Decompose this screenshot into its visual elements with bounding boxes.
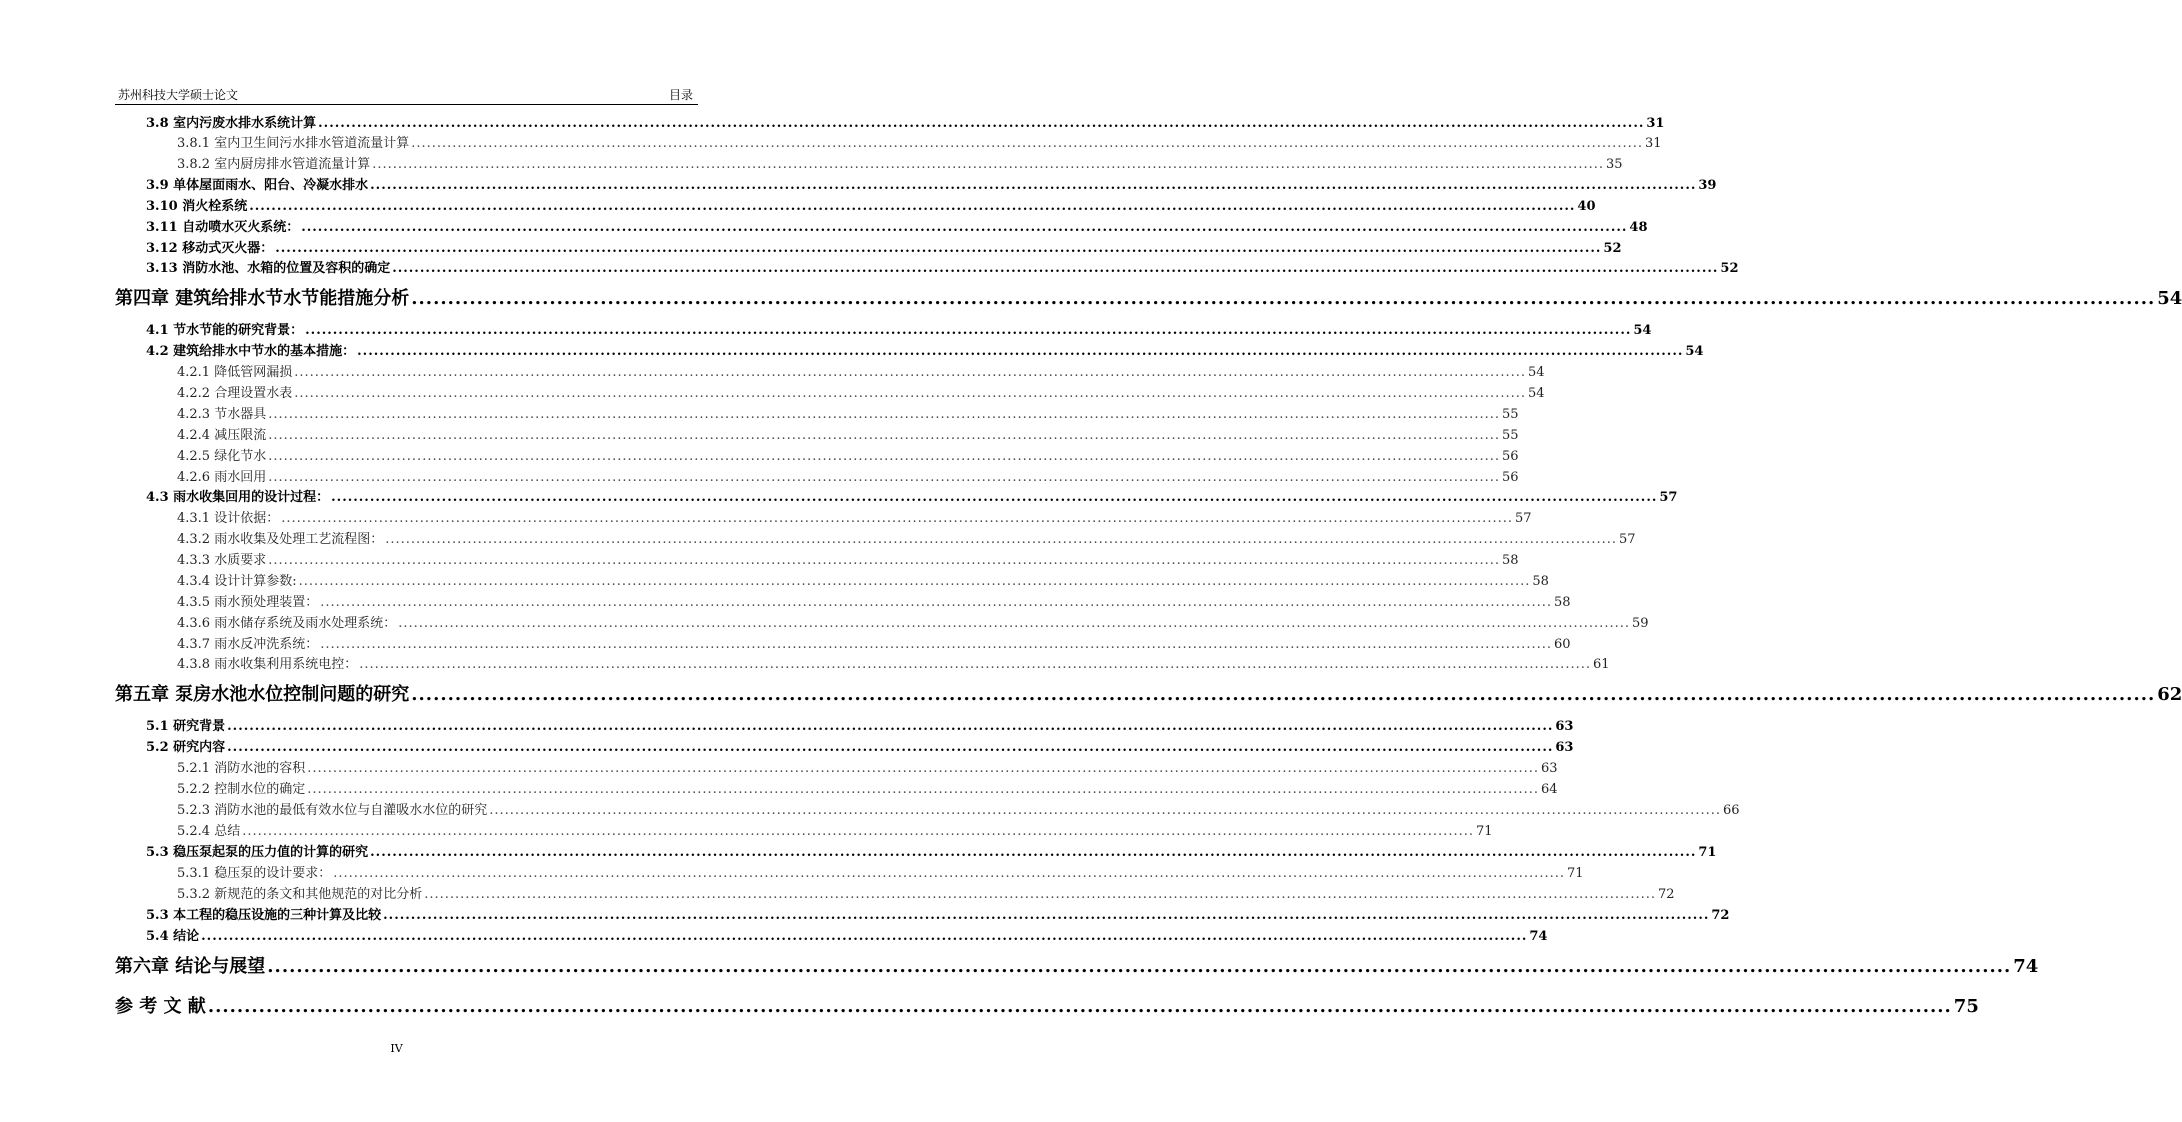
toc-dot-leader: ................................................................................................................................................................................................................................................ <box>301 220 1628 235</box>
toc-entry-title: 3.8.2 室内厨房排水管道流量计算 <box>177 157 371 172</box>
toc-entry-title: 5.1 研究背景 <box>146 719 226 734</box>
toc-entry-title: 5.3.1 稳压泵的设计要求： <box>177 866 332 881</box>
toc-subsection-entry[interactable] <box>177 573 1549 591</box>
toc-subsection-entry[interactable] <box>177 636 1571 654</box>
toc-dot-leader: ................................................................................................................................................................................................................................................ <box>320 595 1552 610</box>
toc-entry-page: 57 <box>1618 532 1636 547</box>
toc-dot-leader: ................................................................................................................................................................................................................................................ <box>298 574 1531 589</box>
toc-entry-title: 4.3.2 雨水收集及处理工艺流程图： <box>177 532 384 547</box>
toc-entry-title: 4.3.6 雨水储存系统及雨水处理系统： <box>177 616 397 631</box>
toc-dot-leader: ................................................................................................................................................................................................................................................ <box>267 956 2012 977</box>
toc-subsection-entry[interactable] <box>177 760 1558 778</box>
toc-entry-title: 参 考 文 献 <box>115 996 206 1017</box>
toc-subsection-entry[interactable] <box>177 156 1623 174</box>
toc-section-entry[interactable] <box>146 928 1548 946</box>
toc-dot-leader: ................................................................................................................................................................................................................................................ <box>357 344 1684 359</box>
toc-section-entry[interactable] <box>146 907 1730 925</box>
toc-entry-title: 4.1 节水节能的研究背景： <box>146 323 304 338</box>
toc-dot-leader: ................................................................................................................................................................................................................................................ <box>392 261 1719 276</box>
toc-entry-page: 60 <box>1553 637 1571 652</box>
toc-subsection-entry[interactable] <box>177 781 1558 799</box>
toc-section-entry[interactable] <box>146 489 1678 507</box>
toc-entry-title: 4.3.3 水质要求 <box>177 553 267 568</box>
toc-entry-page: 55 <box>1501 407 1519 422</box>
toc-section-entry[interactable] <box>146 240 1622 258</box>
toc-entry-page: 71 <box>1566 866 1584 881</box>
toc-entry-title: 4.3.4 设计计算参数: <box>177 574 297 589</box>
toc-entry-title: 3.8 室内污废水排水系统计算 <box>146 116 317 131</box>
toc-entry-page: 58 <box>1553 595 1571 610</box>
toc-section-entry[interactable] <box>146 260 1739 278</box>
toc-entry-page: 31 <box>1644 136 1662 151</box>
toc-dot-leader: ................................................................................................................................................................................................................................................ <box>398 616 1630 631</box>
toc-entry-page: 56 <box>1501 470 1519 485</box>
toc-subsection-entry[interactable] <box>177 364 1545 382</box>
toc-dot-leader: ................................................................................................................................................................................................................................................ <box>411 288 2156 309</box>
toc-dot-leader: ................................................................................................................................................................................................................................................ <box>242 824 1474 839</box>
toc-entry-page: 64 <box>1540 782 1558 797</box>
toc-dot-leader: ................................................................................................................................................................................................................................................ <box>268 407 1500 422</box>
toc-dot-leader: ................................................................................................................................................................................................................................................ <box>307 761 1539 776</box>
toc-section-entry[interactable] <box>146 219 1648 237</box>
toc-subsection-entry[interactable] <box>177 552 1519 570</box>
toc-chapter-entry[interactable] <box>115 286 2182 312</box>
toc-dot-leader: ................................................................................................................................................................................................................................................ <box>268 428 1500 443</box>
toc-section-entry[interactable] <box>146 739 1574 757</box>
toc-subsection-entry[interactable] <box>177 135 1662 153</box>
toc-subsection-entry[interactable] <box>177 802 1740 820</box>
toc-entry-title: 5.3 稳压泵起泵的压力值的计算的研究 <box>146 845 369 860</box>
toc-dot-leader: ................................................................................................................................................................................................................................................ <box>268 449 1500 464</box>
toc-chapter-entry[interactable] <box>115 994 1979 1020</box>
toc-entry-page: 66 <box>1722 803 1740 818</box>
toc-entry-title: 4.2.3 节水器具 <box>177 407 267 422</box>
toc-dot-leader: ................................................................................................................................................................................................................................................ <box>201 929 1528 944</box>
toc-entry-page: 58 <box>1501 553 1519 568</box>
toc-entry-page: 62 <box>2157 684 2182 705</box>
toc-entry-page: 54 <box>1527 365 1545 380</box>
toc-section-entry[interactable] <box>146 198 1596 216</box>
toc-entry-title: 3.9 单体屋面雨水、阳台、冷凝水排水 <box>146 178 369 193</box>
toc-entry-title: 3.8.1 室内卫生间污水排水管道流量计算 <box>177 136 410 151</box>
toc-entry-page: 55 <box>1501 428 1519 443</box>
toc-subsection-entry[interactable] <box>177 656 1610 674</box>
toc-entry-title: 4.2.2 合理设置水表 <box>177 386 293 401</box>
toc-entry-page: 48 <box>1629 220 1648 235</box>
running-header-section: 目录 <box>669 88 694 102</box>
toc-entry-title: 5.3.2 新规范的条文和其他规范的对比分析 <box>177 887 423 902</box>
toc-entry-page: 54 <box>1685 344 1704 359</box>
toc-entry-title: 5.3 本工程的稳压设施的三种计算及比较 <box>146 908 382 923</box>
toc-dot-leader: ................................................................................................................................................................................................................................................ <box>411 136 1643 151</box>
toc-dot-leader: ................................................................................................................................................................................................................................................ <box>268 553 1500 568</box>
toc-entry-title: 3.11 自动喷水灭火系统： <box>146 220 300 235</box>
toc-dot-leader: ................................................................................................................................................................................................................................................ <box>370 178 1697 193</box>
toc-dot-leader: ................................................................................................................................................................................................................................................ <box>383 908 1710 923</box>
toc-entry-title: 4.3.5 雨水预处理装置： <box>177 595 319 610</box>
toc-section-entry[interactable] <box>146 177 1717 195</box>
toc-entry-page: 56 <box>1501 449 1519 464</box>
toc-dot-leader: ................................................................................................................................................................................................................................................ <box>207 996 1952 1017</box>
toc-chapter-entry[interactable] <box>115 682 2182 708</box>
toc-entry-page: 57 <box>1514 511 1532 526</box>
toc-dot-leader: ................................................................................................................................................................................................................................................ <box>489 803 1721 818</box>
toc-section-entry[interactable] <box>146 718 1574 736</box>
toc-entry-page: 54 <box>1527 386 1545 401</box>
toc-section-entry[interactable] <box>146 844 1717 862</box>
toc-entry-title: 5.2.3 消防水池的最低有效水位与自灌吸水水位的研究 <box>177 803 488 818</box>
toc-entry-title: 4.2.5 绿化节水 <box>177 449 267 464</box>
toc-entry-page: 54 <box>2157 288 2182 309</box>
toc-entry-title: 4.3 雨水收集回用的设计过程： <box>146 490 330 505</box>
toc-entry-page: 72 <box>1711 908 1730 923</box>
toc-entry-page: 63 <box>1540 761 1558 776</box>
toc-subsection-entry[interactable] <box>177 406 1519 424</box>
toc-entry-page: 72 <box>1657 887 1675 902</box>
toc-entry-page: 52 <box>1720 261 1739 276</box>
toc-entry-page: 58 <box>1532 574 1549 589</box>
toc-entry-title: 3.13 消防水池、水箱的位置及容积的确定 <box>146 261 391 276</box>
toc-dot-leader: ................................................................................................................................................................................................................................................ <box>281 511 1513 526</box>
toc-subsection-entry[interactable] <box>177 427 1519 445</box>
toc-entry-title: 第四章 建筑给排水节水节能措施分析 <box>115 288 410 309</box>
toc-dot-leader: ................................................................................................................................................................................................................................................ <box>227 740 1554 755</box>
toc-entry-page: 63 <box>1555 719 1574 734</box>
toc-subsection-entry[interactable] <box>177 448 1519 466</box>
toc-entry-title: 4.2.6 雨水回用 <box>177 470 267 485</box>
toc-entry-title: 4.3.8 雨水收集利用系统电控： <box>177 657 358 672</box>
toc-dot-leader: ................................................................................................................................................................................................................................................ <box>424 887 1656 902</box>
toc-entry-page: 61 <box>1592 657 1610 672</box>
toc-entry-title: 3.12 移动式灭火器： <box>146 241 274 256</box>
page-number: IV <box>390 1042 403 1055</box>
toc-entry-page: 59 <box>1631 616 1649 631</box>
toc-subsection-entry[interactable] <box>177 510 1532 528</box>
toc-entry-title: 4.2 建筑给排水中节水的基本措施： <box>146 344 356 359</box>
toc-dot-leader: ................................................................................................................................................................................................................................................ <box>294 365 1526 380</box>
toc-dot-leader: ................................................................................................................................................................................................................................................ <box>294 386 1526 401</box>
toc-dot-leader: ................................................................................................................................................................................................................................................ <box>305 323 1632 338</box>
toc-dot-leader: ................................................................................................................................................................................................................................................ <box>385 532 1617 547</box>
toc-entry-page: 31 <box>1646 116 1665 131</box>
toc-chapter-entry[interactable] <box>115 954 2039 980</box>
toc-dot-leader: ................................................................................................................................................................................................................................................ <box>411 684 2156 705</box>
toc-dot-leader: ................................................................................................................................................................................................................................................ <box>320 637 1552 652</box>
toc-section-entry[interactable] <box>146 343 1704 361</box>
toc-entry-page: 40 <box>1577 199 1596 214</box>
toc-subsection-entry[interactable] <box>177 594 1571 612</box>
toc-entry-title: 5.2 研究内容 <box>146 740 226 755</box>
running-header-title: 苏州科技大学硕士论文 <box>118 88 239 102</box>
toc-entry-title: 5.2.4 总结 <box>177 824 241 839</box>
toc-dot-leader: ................................................................................................................................................................................................................................................ <box>359 657 1591 672</box>
toc-entry-title: 5.2.2 控制水位的确定 <box>177 782 306 797</box>
toc-entry-page: 71 <box>1475 824 1493 839</box>
toc-subsection-entry[interactable] <box>177 886 1675 904</box>
toc-entry-title: 5.2.1 消防水池的容积 <box>177 761 306 776</box>
toc-entry-title: 4.2.1 降低管网漏损 <box>177 365 293 380</box>
toc-entry-page: 39 <box>1698 178 1717 193</box>
header-rule <box>115 104 698 105</box>
toc-entry-title: 4.2.4 减压限流 <box>177 428 267 443</box>
toc-entry-page: 74 <box>2013 956 2039 977</box>
toc-entry-page: 52 <box>1603 241 1622 256</box>
toc-dot-leader: ................................................................................................................................................................................................................................................ <box>370 845 1697 860</box>
toc-entry-title: 5.4 结论 <box>146 929 200 944</box>
toc-entry-page: 74 <box>1529 929 1548 944</box>
toc-entry-page: 75 <box>1953 996 1979 1017</box>
toc-section-entry[interactable] <box>146 115 1665 133</box>
toc-subsection-entry[interactable] <box>177 615 1649 633</box>
toc-subsection-entry[interactable] <box>177 865 1584 883</box>
toc-entry-page: 63 <box>1555 740 1574 755</box>
toc-dot-leader: ................................................................................................................................................................................................................................................ <box>331 490 1658 505</box>
toc-entry-page: 71 <box>1698 845 1717 860</box>
toc-section-entry[interactable] <box>146 322 1652 340</box>
toc-dot-leader: ................................................................................................................................................................................................................................................ <box>249 199 1576 214</box>
toc-dot-leader: ................................................................................................................................................................................................................................................ <box>268 470 1500 485</box>
toc-entry-page: 57 <box>1659 490 1678 505</box>
toc-entry-title: 第六章 结论与展望 <box>115 956 266 977</box>
toc-subsection-entry[interactable] <box>177 469 1519 487</box>
toc-subsection-entry[interactable] <box>177 385 1545 403</box>
toc-entry-title: 4.3.1 设计依据： <box>177 511 280 526</box>
toc-dot-leader: ................................................................................................................................................................................................................................................ <box>227 719 1554 734</box>
toc-entry-page: 35 <box>1605 157 1623 172</box>
toc-entry-title: 3.10 消火栓系统 <box>146 199 248 214</box>
toc-dot-leader: ................................................................................................................................................................................................................................................ <box>372 157 1604 172</box>
toc-subsection-entry[interactable] <box>177 823 1493 841</box>
toc-dot-leader: ................................................................................................................................................................................................................................................ <box>333 866 1565 881</box>
toc-entry-title: 4.3.7 雨水反冲洗系统： <box>177 637 319 652</box>
toc-entry-title: 第五章 泵房水池水位控制问题的研究 <box>115 684 410 705</box>
toc-entry-page: 54 <box>1633 323 1652 338</box>
toc-dot-leader: ................................................................................................................................................................................................................................................ <box>318 116 1645 131</box>
toc-dot-leader: ................................................................................................................................................................................................................................................ <box>307 782 1539 797</box>
toc-subsection-entry[interactable] <box>177 531 1636 549</box>
toc-dot-leader: ................................................................................................................................................................................................................................................ <box>275 241 1602 256</box>
